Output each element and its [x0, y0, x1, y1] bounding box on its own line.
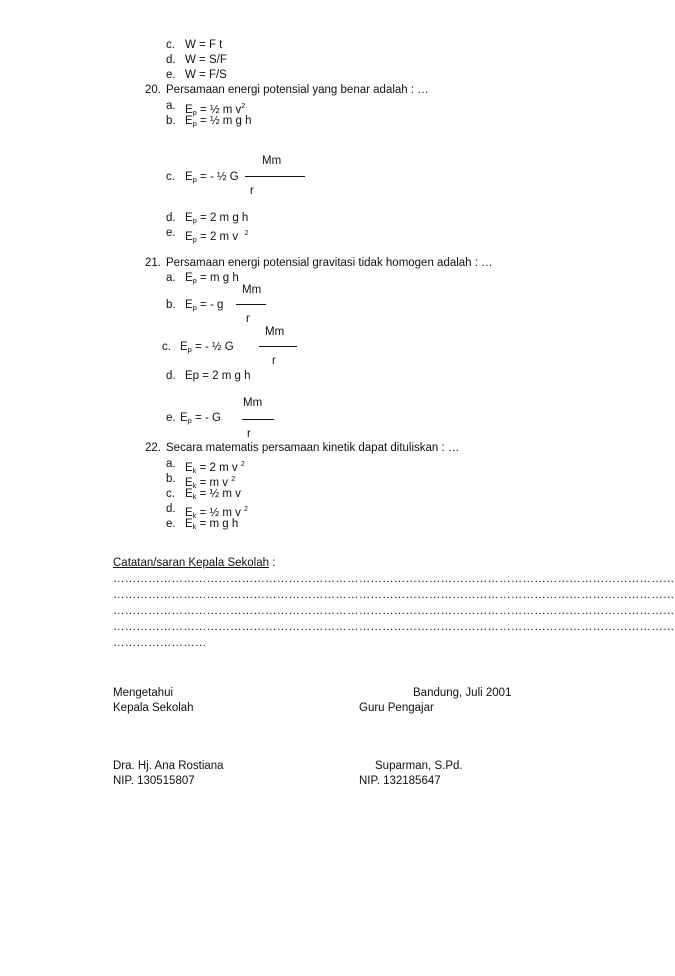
q19-option-c-letter: c. — [166, 39, 175, 51]
q20-option-e-formula: $E_p = 2$ m v $^2$ — [185, 230, 249, 244]
left-role: Kepala Sekolah — [113, 702, 194, 714]
notes-line-5: …………………… — [113, 637, 207, 649]
q19-option-c-text: W = F t — [185, 39, 223, 51]
q20-question: Persamaan energi potensial yang benar adalah : … — [166, 84, 429, 96]
q20-option-a-formula: $E_p$ = ½ m $v^2$ — [185, 103, 246, 117]
q22-option-e-formula: $E_k = m$ g h — [185, 518, 239, 531]
q22-option-a-letter: a. — [166, 458, 176, 470]
q19-option-e-text: W = F/S — [185, 69, 227, 81]
q20-option-c-letter: c. — [166, 171, 175, 183]
q19-option-d-text: W = S/F — [185, 54, 227, 66]
notes-line-1: ……………………………………………………………………………………………………………………………… — [113, 573, 675, 585]
notes-line-2: ……………………………………………………………………………………………………………………………… — [113, 589, 675, 601]
left-signatory-name: Dra. Hj. Ana Rostiana — [113, 760, 224, 772]
notes-heading: Catatan/saran Kepala Sekolah : — [113, 557, 276, 569]
q21-option-c-denominator: r — [272, 355, 276, 367]
notes-line-3: ……………………………………………………………………………………………………………………………… — [113, 605, 675, 617]
q20-option-d-letter: d. — [166, 212, 176, 224]
notes-line-4: ……………………………………………………………………………………………………………………………… — [113, 621, 675, 633]
q21-option-e-fraction-bar — [242, 419, 274, 420]
q19-option-d-letter: d. — [166, 54, 176, 66]
q21-option-c-numerator: Mm — [265, 326, 285, 338]
q22-option-b-letter: b. — [166, 473, 176, 485]
right-role: Guru Pengajar — [359, 702, 434, 714]
left-signatory-nip: NIP. 130515807 — [113, 775, 195, 787]
q21-option-b-formula: $E_p$ = - g — [185, 299, 224, 312]
q20-number: 20. — [145, 84, 161, 96]
q21-option-c-letter: c. — [162, 341, 171, 353]
q21-option-e-numerator: Mm — [243, 397, 263, 409]
q20-option-c-numerator: Mm — [262, 155, 282, 167]
q21-option-d-formula: Ep = 2 m g h — [185, 370, 251, 382]
q22-option-d-letter: d. — [166, 503, 176, 515]
q21-option-d-letter: d. — [166, 370, 176, 382]
q22-option-c-formula: $E_k$ = ½ m v — [185, 488, 241, 501]
right-signatory-nip: NIP. 132185647 — [359, 775, 441, 787]
q20-option-b-formula: $E_p$ = ½ m g h — [185, 115, 252, 128]
right-place-date: Bandung, Juli 2001 — [413, 687, 512, 699]
right-signatory-name: Suparman, S.Pd. — [375, 760, 463, 772]
q20-option-c-fraction-bar — [245, 176, 305, 177]
q20-option-c-denominator: r — [250, 185, 254, 197]
notes-label: Catatan/saran Kepala Sekolah — [113, 557, 269, 569]
q21-option-b-fraction-bar — [236, 304, 266, 305]
q22-question: Secara matematis persamaan kinetik dapat dituliskan : … — [166, 442, 460, 454]
left-caption: Mengetahui — [113, 687, 174, 699]
q22-option-e-letter: e. — [166, 518, 176, 530]
q22-number: 22. — [145, 442, 161, 454]
q21-option-c-formula: $E_p$ = - ½ G — [180, 341, 234, 354]
q21-option-e-formula: $E_p$ = - G — [180, 412, 221, 425]
q20-option-b-letter: b. — [166, 115, 176, 127]
q22-option-d-formula: $E_k$ = ½ m v $^2$ — [185, 506, 248, 520]
q21-option-a-letter: a. — [166, 272, 176, 284]
q22-option-b-formula: $E_k = m$ v $^2$ — [185, 476, 236, 490]
q21-question: Persamaan energi potensial gravitasi tidak homogen adalah : … — [166, 257, 493, 269]
q21-option-e-letter: e. — [166, 412, 176, 424]
q21-option-c-fraction-bar — [259, 346, 297, 347]
q21-option-b-denominator: r — [246, 313, 250, 325]
q19-option-e-letter: e. — [166, 69, 176, 81]
q20-option-c-formula: $E_p$ = - ½ G — [185, 171, 239, 184]
q20-option-e-letter: e. — [166, 227, 176, 239]
q21-option-b-numerator: Mm — [242, 284, 262, 296]
q20-option-a-letter: a. — [166, 100, 176, 112]
q21-number: 21. — [145, 257, 161, 269]
q22-option-c-letter: c. — [166, 488, 175, 500]
q22-option-a-formula: $E_k = 2$ m v $^2$ — [185, 461, 245, 475]
q20-option-d-formula: $E_p = 2$ m g h — [185, 212, 249, 225]
q21-option-b-letter: b. — [166, 299, 176, 311]
q21-option-a-formula: $E_p = m$ g h — [185, 272, 239, 285]
q21-option-e-denominator: r — [247, 428, 251, 440]
